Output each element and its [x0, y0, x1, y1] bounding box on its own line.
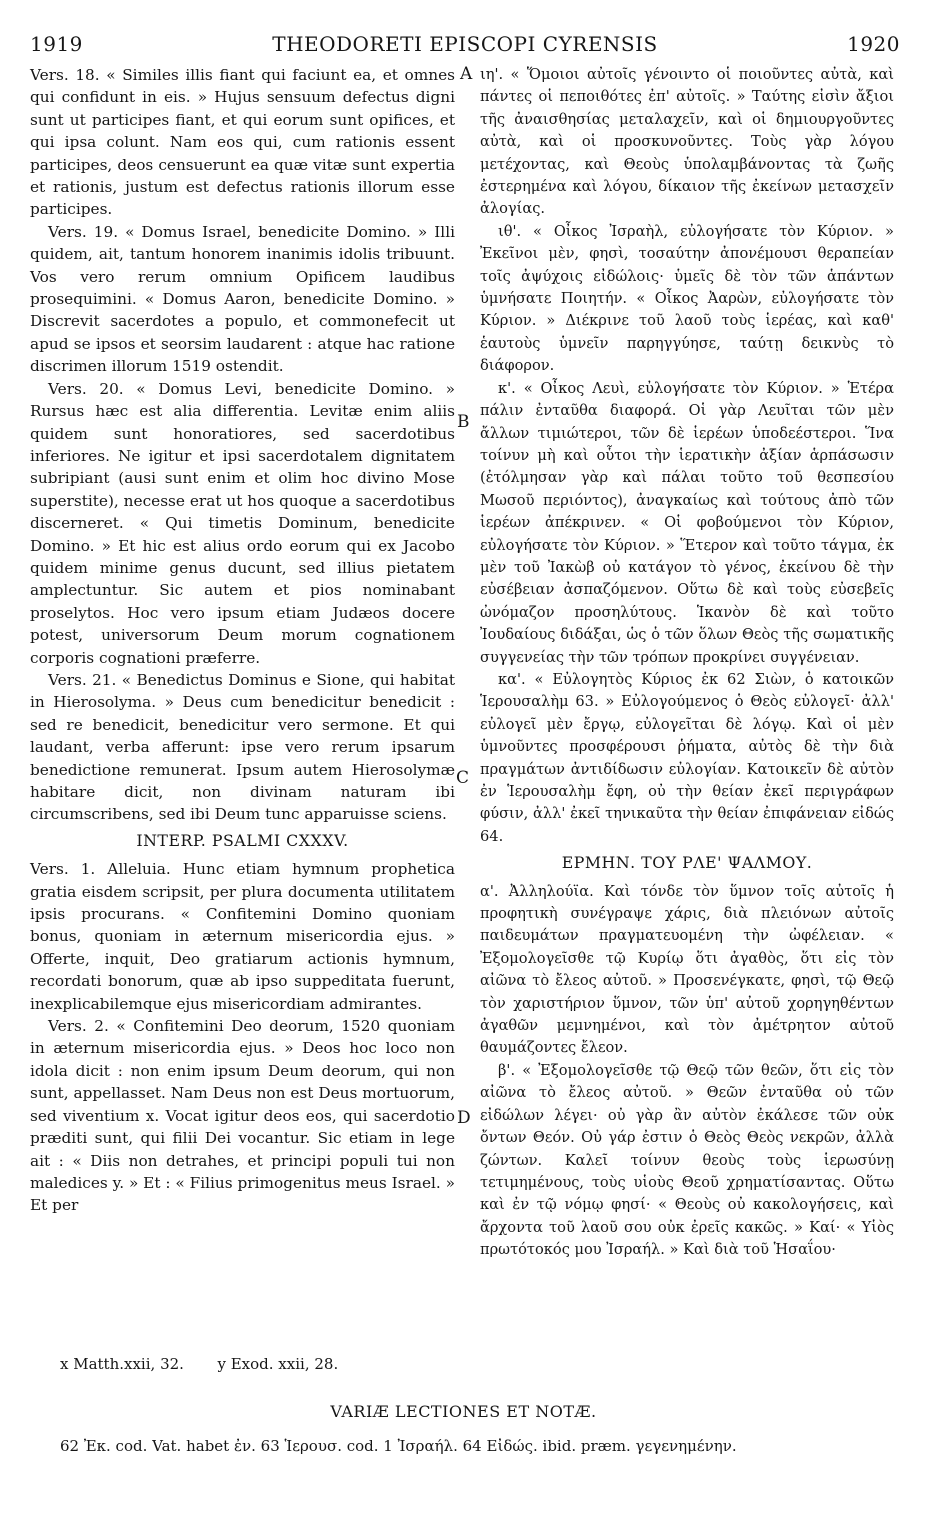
right-page-number: 1920 [847, 32, 900, 56]
latin-verse-19: Vers. 19. « Domus Israel, benedicite Domino. » Illi quidem, ait, tantum honorem inanimis idolis tribuunt. Vos vero rerum omnium Opificem laudibus prosequimini. « Domus Aaron, benedicite Domino. » Discrevit sacerdotes a populo, et commonefecit ut apud se ipsos et seorsim laudarent : atque hac ratione discrimen illorum 1519 ostendit. [30, 222, 455, 376]
greek-verse-19: ιθ'. « Οἶκος Ἰσραὴλ, εὐλογήσατε τὸν Κύριον. » Ἐκεῖνοι μὲν, φησὶ, τοσαύτην ἀπονέμουσι θεραπείαν τοῖς ἀψύχοις εἰδώλοις· ὑμεῖς δὲ τὸν τῶν ἁπάντων ὑμνήσατε Ποιητήν. « Οἶκος Ἀαρὼν, εὐλογήσατε τὸν Κύριον. » Διέκρινε τοῦ λαοῦ τοὺς ἱερέας, καὶ καθ' ἑαυτοὺς ὑμνεῖν παρηγγύησε, ταύτῃ δεικνὺς τὸ διάφορον. [480, 222, 894, 375]
latin-verse-18: Vers. 18. « Similes illis fiant qui faciunt ea, et omnes qui confidunt in eis. » Hujus sensuum defectus digni sunt ut participes fiant, et qui eorum sunt opifices, et qui ipsa colunt. Nam eos qui, cum rationis essent participes, deos censuerunt ea quæ vitæ sunt expertia et rationis, justum est defectus rationis illorum esse participes. [30, 66, 455, 219]
margin-letter-b: B [457, 412, 470, 432]
latin-verse-2: Vers. 2. « Confitemini Deo deorum, 1520 quoniam in æternum misericordia ejus. » Deos hoc loco non idola dicit : non enim ipsum Deum deorum, qui non sunt, appellasset. Nam Deus non est Deus mortuorum, sed viventium x. Vocat igitur deos eos, qui sacerdotio præditi sunt, qui filii Dei vocantur. Sic etiam in lege ait : « Diis non detrahes, et principi populi tui non maledices y. » Et : « Filius primogenitus meus Israel. » Et per [30, 1017, 455, 1215]
margin-letter-c: C [456, 768, 470, 788]
greek-verse-21: κα'. « Εὐλογητὸς Κύριος ἐκ 62 Σιὼν, ὁ κατοικῶν Ἱερουσαλὴμ 63. » Εὐλογούμενος ὁ Θεὸς εὐλογεῖ· ἀλλ' εὐλογεῖ μὲν ἔργῳ, εὐλογεῖται δὲ λόγῳ. Καὶ οἱ μὲν ὑμνοῦντες προσφέρουσι ῥήματα, αὐτὸς δὲ τὴν διὰ πραγμάτων ἀντιδίδωσιν εὐλογίαν. Κατοικεῖν δὲ αὐτὸν ἐν Ἱερουσαλὴμ ἔφη, οὐ τὴν θείαν ἐκεῖ περιγράφων φύσιν, ἀλλ' ἐκεῖ τηνικαῦτα τὴν θείαν ἐπιφάνειαν εἰδώς 64. [480, 670, 894, 845]
latin-column [30, 64, 455, 1217]
greek-column [480, 64, 894, 1262]
margin-letter-a: A [460, 64, 473, 84]
left-page-number: 1919 [30, 32, 83, 56]
footnote-x: x Matth.xxii, 32. [60, 1355, 184, 1373]
latin-verse-1: Vers. 1. Alleluia. Hunc etiam hymnum prophetica gratia eisdem scripsit, per plura documenta utilitatem ipsis procurans. « Confitemini Domino quoniam bonus, quoniam in æternum misericordia ejus. » Offerte, inquit, Deo gratiarum actionis hymnum, recordati bonorum, quæ ab ipso suppeditata fuerunt, inexplicabilemque ejus misericordiam admirantes. [30, 860, 455, 1013]
footnotes [60, 1355, 338, 1373]
page-header [30, 32, 900, 62]
greek-verse-1: α'. Ἀλληλούϊα. Καὶ τόνδε τὸν ὕμνον τοῖς αὐτοῖς ἡ προφητικὴ συνέγραψε χάρις, διὰ πλειόνων αὐτοῖς παιδευμάτων πραγματευομένη τὴν ὠφέλειαν. « Ἐξομολογεῖσθε τῷ Κυρίῳ ὅτι ἀγαθὸς, ὅτι εἰς τὸν αἰῶνα τὸ ἔλεος αὐτοῦ. » Προσενέγκατε, φησὶ, τῷ Θεῷ τὸν χαριστήριον ὕμνον, τῶν ὑπ' αὐτοῦ χορηγηθέντων ἀγαθῶν μεμνημένοι, καὶ τὸν ἀμέτρητον αὐτοῦ θαυμάζοντες ἔλεον. [480, 882, 894, 1057]
greek-verse-2: β'. « Ἐξομολογεῖσθε τῷ Θεῷ τῶν θεῶν, ὅτι εἰς τὸν αἰῶνα τὸ ἔλεος αὐτοῦ. » Θεῶν ἐνταῦθα οὐ τῶν εἰδώλων λέγει· οὐ γὰρ ἂν αὐτὸν ἐκάλεσε τῶν οὐκ ὄντων Θεόν. Οὐ γάρ ἐστιν ὁ Θεὸς Θεὸς νεκρῶν, ἀλλὰ ζώντων. Καλεῖ τοίνυν θεοὺς τοὺς ἱερωσύνῃ τετιμημένους, τοὺς υἱοὺς Θεοῦ χρηματίσαντας. Οὕτω καὶ ἐν τῷ νόμῳ φησί· « Θεοὺς οὐ κακολογήσεις, καὶ ἄρχοντα τοῦ λαοῦ σου οὐκ ἐρεῖς κακῶς. » Καί· « Υἱὸς πρωτότοκός μου Ἰσραήλ. » Καὶ διὰ τοῦ Ἡσαΐου· [480, 1061, 894, 1259]
greek-verse-18: ιη'. « Ὅμοιοι αὐτοῖς γένοιντο οἱ ποιοῦντες αὐτὰ, καὶ πάντες οἱ πεποιθότες ἐπ' αὐτοῖς. » Ταύτης εἰσὶν ἄξιοι τῆς ἀναισθησίας μεταλαχεῖν, καὶ οἱ δημιουργοῦντες αὐτὰ, καὶ οἱ προσκυνοῦντες. Τοὺς γὰρ λόγου μετέχοντας, καὶ Θεοὺς ὑπολαμβάνοντας τὰ ζωῆς ἐστερημένα καὶ λόγου, δίκαιον τῆς ἐκείνων μετασχεῖν ἀλογίας. [480, 66, 894, 218]
latin-verse-20: Vers. 20. « Domus Levi, benedicite Domino. » Rursus hæc est alia differentia. Levitæ enim aliis quidem sunt honoratiores, sed sacerdotibus inferiores. Ne igitur et ipsi sacerdotalem dignitatem subripiant (ausi sunt enim et olim hoc divino Mose superstite), necesse erat ut hos quoque a sacerdotibus discerneret. « Qui timetis Dominum, benedicite Domino. » Et hic est alius ordo eorum qui ex Jacobo quidem minime genus ducunt, sed illius pietatem amplectuntur. Sic autem et pios nominabant proselytos. Hoc vero ipsum etiam Judæos docere potest, universorum Deum morum cognationem corporis cognationi præferre. [30, 379, 455, 667]
greek-section-title: ΕΡΜΗΝ. ΤΟΥ ΡΛΕ' ΨΑΛΜΟΥ. [561, 853, 813, 873]
footnote-y: y Exod. xxii, 28. [217, 1355, 339, 1373]
greek-verse-20: κ'. « Οἶκος Λευὶ, εὐλογήσατε τὸν Κύριον. » Ἑτέρα πάλιν ἐνταῦθα διαφορά. Οἱ γὰρ Λευῖται τῶν μὲν ἄλλων τιμιώτεροι, τῶν δὲ ἱερέων ὑποδεέστεροι. Ἵνα τοίνυν μὴ καὶ οὗτοι τὴν ἱερατικὴν ἀξίαν ἁρπάσωσιν (ἐτόλμησαν γὰρ καὶ πάλαι τοῦτο τοῦ θεσπεσίου Μωσοῦ περιόντος), ἀναγκαίως καὶ τούτους ἀπὸ τῶν ἱερέων ἀπέκρινεν. « Οἱ φοβούμενοι τὸν Κύριον, εὐλογήσατε τὸν Κύριον. » Ἕτερον καὶ τοῦτο τάγμα, ἐκ μὲν τοῦ Ἰακὼβ οὐ κατάγον τὸ γένος, ἐκείνου δὲ τὴν εὐσέβειαν ἀσπαζόμενον. Οὕτω δὲ καὶ τοὺς εὐσεβεῖς ὠνόμαζον προσηλύτους. Ἱκανὸν δὲ καὶ τοῦτο Ἰουδαίους διδάξαι, ὡς ὁ τῶν ὅλων Θεὸς τῆς σωματικῆς συγγενείας τὴν τῶν τρόπων προκρίνει συγγένειαν. [480, 379, 894, 666]
latin-section-title: INTERP. PSALMI CXXXV. [136, 830, 349, 850]
latin-verse-21: Vers. 21. « Benedictus Dominus e Sione, qui habitat in Hierosolyma. » Deus cum benedicitur benedicit : sed re benedicit, benedicitur vero sermone. Et qui laudant, verba afferunt: ipse vero rerum ipsarum benedictione remunerat. Ipsum autem Hierosolymæ habitare dicit, non divinam naturam ibi circumscribens, sed ibi Deum tunc apparuisse sciens. [30, 670, 455, 824]
running-title: THEODORETI EPISCOPI CYRENSIS [272, 32, 658, 56]
margin-letter-d: D [457, 1108, 471, 1128]
variae-heading: VARIÆ LECTIONES ET NOTÆ. [330, 1402, 597, 1421]
variae-notes: 62 Ἐκ. cod. Vat. habet ἐν. 63 Ἱερουσ. cod. 1 Ἰσραήλ. 64 Εἰδώς. ibid. præm. γεγενημένην. [60, 1437, 737, 1455]
